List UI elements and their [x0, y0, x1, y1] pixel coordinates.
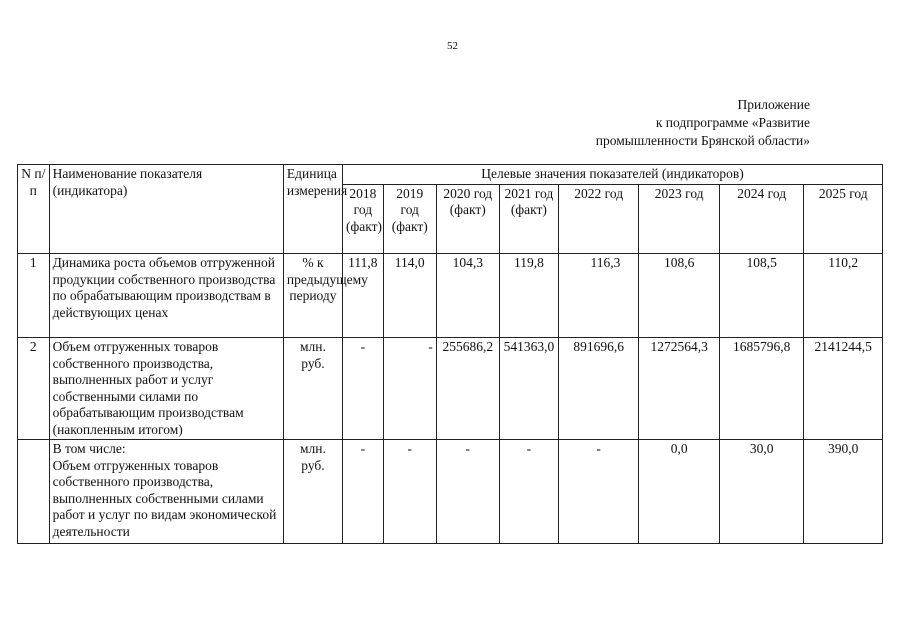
- table-row: [18, 338, 883, 440]
- header-year: 2020 год (факт): [436, 184, 499, 254]
- row-value: 1685796,8: [719, 338, 804, 440]
- row-num: 1: [18, 254, 50, 338]
- row-unit: % к предыдущему периоду: [283, 254, 342, 338]
- row-value: 1272564,3: [639, 338, 719, 440]
- row-value: 541363,0: [499, 338, 558, 440]
- header-year: 2024 год: [719, 184, 804, 254]
- row-value: 0,0: [639, 440, 719, 544]
- row-name-cell: [49, 440, 283, 544]
- row-value: -: [383, 440, 436, 544]
- row-value: 114,0: [383, 254, 436, 338]
- header-year: 2025 год: [804, 184, 883, 254]
- row-value: 108,6: [639, 254, 719, 338]
- row-value: 104,3: [436, 254, 499, 338]
- row-value: 119,8: [499, 254, 558, 338]
- row-value: -: [342, 338, 383, 440]
- header-row-1: [18, 165, 883, 185]
- row-value: 116,3: [558, 254, 638, 338]
- appendix-line-3: промышленности Брянской области»: [595, 133, 810, 148]
- page-number: 52: [447, 40, 458, 52]
- header-year: 2018 год (факт): [342, 184, 383, 254]
- appendix-caption: [596, 96, 810, 150]
- table-row: [18, 254, 883, 338]
- row-name: Объем отгруженных товаров собственного производства, выполненных собственными силами работ и услуг по видам экономической деятельности: [52, 457, 277, 539]
- row-value: -: [342, 440, 383, 544]
- row-unit: млн. руб.: [283, 440, 342, 544]
- row-value: -: [499, 440, 558, 544]
- appendix-line-1: Приложение: [737, 97, 810, 112]
- row-value: -: [436, 440, 499, 544]
- row-value: 30,0: [719, 440, 804, 544]
- row-value: 111,8: [342, 254, 383, 338]
- header-name: Наименование показателя (индикатора): [49, 165, 283, 254]
- header-year: 2023 год: [639, 184, 719, 254]
- row-value: 2141244,5: [804, 338, 883, 440]
- row-unit: млн. руб.: [283, 338, 342, 440]
- row-name-intro: В том числе:: [52, 441, 126, 456]
- row-value: 108,5: [719, 254, 804, 338]
- row-value: 891696,6: [558, 338, 638, 440]
- row-name: Объем отгруженных товаров собственного производства, выполненных работ и услуг собственными силами по обрабатывающим производствам (накопленным итогом): [49, 338, 283, 440]
- row-num: 2: [18, 338, 50, 440]
- header-year: 2022 год: [558, 184, 638, 254]
- row-value: 390,0: [804, 440, 883, 544]
- row-value: 110,2: [804, 254, 883, 338]
- indicators-table: [17, 164, 883, 544]
- header-unit: Единица измерения: [283, 165, 342, 254]
- row-value: -: [558, 440, 638, 544]
- row-name: Динамика роста объемов отгруженной продукции собственного производства по обрабатывающим производствам в действующих ценах: [49, 254, 283, 338]
- header-year: 2021 год (факт): [499, 184, 558, 254]
- header-targets: Целевые значения показателей (индикаторов): [342, 165, 882, 185]
- row-num: [18, 440, 50, 544]
- appendix-line-2: к подпрограмме «Развитие: [655, 115, 810, 130]
- table-row: [18, 440, 883, 544]
- header-year: 2019 год (факт): [383, 184, 436, 254]
- row-value: 255686,2: [436, 338, 499, 440]
- row-value: -: [383, 338, 436, 440]
- header-num: N п/п: [18, 165, 50, 254]
